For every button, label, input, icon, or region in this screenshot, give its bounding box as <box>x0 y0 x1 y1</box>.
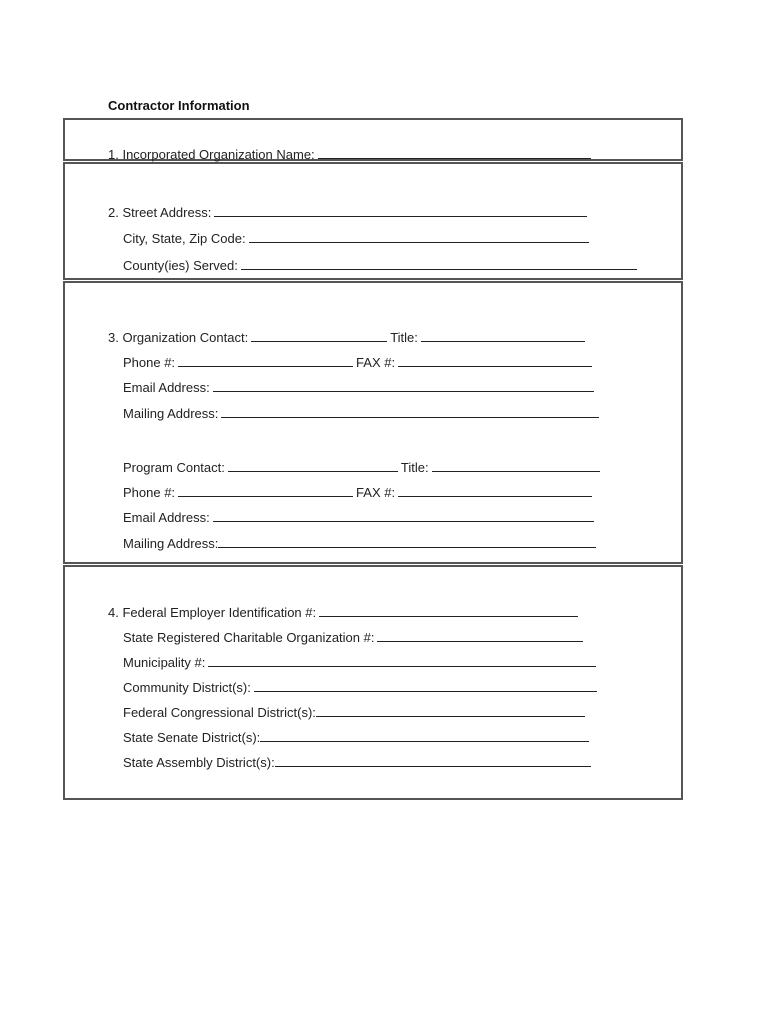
congressional-row <box>123 704 588 721</box>
street-row <box>108 204 590 221</box>
prog-title-label: Title: <box>400 460 429 475</box>
county-row <box>123 257 640 274</box>
county-label: County(ies) Served: <box>123 258 238 273</box>
prog-mailing-field[interactable] <box>218 535 596 548</box>
org-contact-field[interactable] <box>251 329 387 342</box>
congressional-label: Federal Congressional District(s): <box>123 705 316 720</box>
fein-label: 4. Federal Employer Identification #: <box>108 605 317 620</box>
org-email-label: Email Address: <box>123 380 210 395</box>
charity-label: State Registered Charitable Organization #: <box>123 630 375 645</box>
municipality-row <box>123 654 599 671</box>
street-field[interactable] <box>214 204 587 217</box>
prog-fax-label: FAX #: <box>356 485 396 500</box>
assembly-field[interactable] <box>275 754 591 767</box>
prog-contact-field[interactable] <box>228 459 398 472</box>
community-row <box>123 679 600 696</box>
community-field[interactable] <box>254 679 597 692</box>
municipality-field[interactable] <box>208 654 596 667</box>
prog-title-field[interactable] <box>432 459 600 472</box>
prog-contact-label: Program Contact: <box>123 460 225 475</box>
org-email-row <box>123 379 597 396</box>
prog-phone-row <box>123 484 595 501</box>
prog-contact-row <box>123 459 603 476</box>
prog-email-row <box>123 509 597 526</box>
org-mailing-field[interactable] <box>221 405 599 418</box>
county-field[interactable] <box>241 257 637 270</box>
street-label: 2. Street Address: <box>108 205 212 220</box>
senate-row <box>123 729 592 746</box>
org-title-field[interactable] <box>421 329 585 342</box>
charity-field[interactable] <box>377 629 583 642</box>
org-name-row <box>108 146 594 163</box>
org-mailing-label: Mailing Address: <box>123 406 219 421</box>
prog-phone-label: Phone #: <box>123 485 176 500</box>
charity-row <box>123 629 586 646</box>
org-mailing-row <box>123 405 602 422</box>
city-field[interactable] <box>249 230 589 243</box>
city-label: City, State, Zip Code: <box>123 231 246 246</box>
prog-fax-field[interactable] <box>398 484 592 497</box>
org-contact-row <box>108 329 588 346</box>
senate-label: State Senate District(s): <box>123 730 261 745</box>
prog-email-label: Email Address: <box>123 510 210 525</box>
org-name-label: 1. Incorporated Organization Name: <box>108 147 315 162</box>
senate-field[interactable] <box>260 729 589 742</box>
org-contact-label: 3. Organization Contact: <box>108 330 249 345</box>
assembly-row <box>123 754 594 771</box>
congressional-field[interactable] <box>316 704 585 717</box>
org-phone-field[interactable] <box>178 354 353 367</box>
prog-mailing-row <box>123 535 599 552</box>
org-fax-field[interactable] <box>398 354 592 367</box>
org-phone-row <box>123 354 595 371</box>
city-row <box>123 230 592 247</box>
prog-phone-field[interactable] <box>178 484 353 497</box>
org-name-field[interactable] <box>318 146 591 159</box>
municipality-label: Municipality #: <box>123 655 206 670</box>
fein-row <box>108 604 581 621</box>
community-label: Community District(s): <box>123 680 251 695</box>
fein-field[interactable] <box>319 604 578 617</box>
org-fax-label: FAX #: <box>356 355 396 370</box>
assembly-label: State Assembly District(s): <box>123 755 275 770</box>
form-title: Contractor Information <box>108 98 250 113</box>
prog-email-field[interactable] <box>213 509 594 522</box>
org-phone-label: Phone #: <box>123 355 176 370</box>
prog-mailing-label: Mailing Address: <box>123 536 219 551</box>
org-title-label: Title: <box>390 330 418 345</box>
org-email-field[interactable] <box>213 379 594 392</box>
